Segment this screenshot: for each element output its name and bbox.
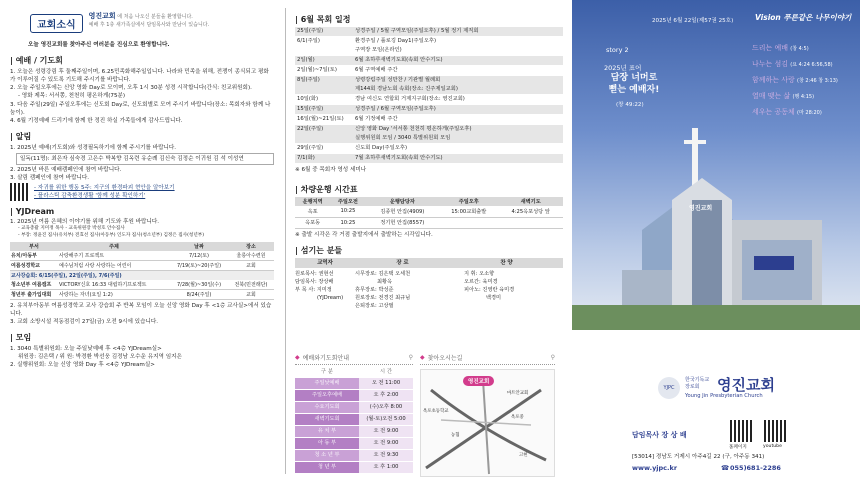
cover-panel [572,0,860,481]
table-row: 유치/아동부 사랑해주기 프로젝트 7/12(토) 울릉아수련원 [10,251,274,261]
search-icon: ⚲ [408,354,413,361]
table-header: 장소 [246,243,256,250]
vehicle-note: ※ 출발 시각은 각 거점 출발지에서 출발하는 시각입니다. [295,231,433,238]
service-name: 수요기도회 [295,402,359,413]
service-time-row [295,402,413,413]
motto-ref: (창 49:22) [616,102,644,108]
table-header: 주일오후 [458,199,479,206]
youtube-label: youtube [763,444,782,449]
intro-header [10,6,274,33]
list-item: 열매 맺는 삶 (행 4:15) [752,92,815,100]
schedule-row [295,66,563,76]
list-item: - 부장: 정윤진 집사(유치부) 전효선 집사(아동부) 인도자 집사(청소년부) 김정은 집사(청년부) [18,233,205,239]
schedule-row [295,144,563,154]
table-row: 여름성경학교 예수님처럼 사랑 사랑하는 어린이 7/19(토)~20(주일) 교회 [10,260,274,270]
worship-section-title: | 예배 / 기도회 [10,56,63,66]
schedule-date: 22일(주일) [297,126,324,132]
schedule-row [295,56,563,66]
list-item: - 플라스틱 감축환경생활 '함께 성분 확인하기' [34,193,146,200]
phone-number[interactable]: 055)681-2286 [730,464,781,472]
list-item: 위원장: 김은택 / 위 원: 박경환 박선웅 김정남 오수운 유지역 임지은 [18,354,182,361]
list-item: 4. 6월 기정예배 드리기에 함께 한 정진 하실 가족들에게 감사드립니다. [10,117,183,124]
qr-code[interactable] [10,183,28,201]
service-time: 오 전 9:30 [359,450,413,461]
list-item: 2. 오늘 주일오후에는 신앙 영화 Day로 모이며, 오후 1시 30분 성경 시작합니다(간식: 친교위원회). [10,85,252,92]
motto: 담장 너머로 뻗는 예배자! [608,73,660,95]
table-row: 청년부 출가입대회 사랑하는 자녀(요일 1:2) 8/24(주일) 교회 [10,289,274,299]
table-header: 새벽기도 [520,199,541,206]
schedule-date: 10일(화) [297,96,319,102]
list-item: 2. 2025년 바른 예배캠페인에 참여 바랍니다. [10,167,122,174]
vehicle-table [295,197,563,229]
map-place: 마트안교회 [507,391,529,396]
schedule-event: 신앙 영화 Day '서서쫑 천천히 평온하게(주일오후) [355,126,472,132]
schedule-event: 신도회 Day(주일오후) [355,145,408,151]
schedule-date: 25일(주일) [297,28,324,34]
story-number: story 2 [606,46,629,54]
service-times-title: ◆ 예배와기도회안내 ⚲ [295,353,413,365]
welcome-text: 에 처음 나오신 분들을 환영합니다. [117,14,193,20]
list-item: 드리는 예배 (창 4:5) [752,44,809,52]
youtube-qr-code[interactable] [764,420,786,442]
map-place: 고현 [519,453,528,458]
map-place: 농협 [451,433,460,438]
service-time: (월-토)오전 5:00 [359,414,413,425]
schedule-date: 6/1(주일) [297,38,320,44]
service-time: 오 전 11:00 [359,378,413,389]
schedule-date: 29일(주일) [297,145,324,151]
service-time: (수)오후 8:00 [359,402,413,413]
schedule-row [295,105,563,115]
list-item: 3. 다음 주일(29일) 주일오후에는 신도회 Day로, 신도회별로 모여 주시기 바랍니다(장소: 목회자와 함께 나눔이). [10,101,271,116]
schedule-date: 7/1(화) [297,155,315,161]
church-english-name: Young Jin Presbyterian Church [685,393,763,399]
column-divider [285,8,286,474]
map-place: 옥포중 [511,415,524,420]
service-name: 유 치 부 [295,426,359,437]
service-time: 오 후 2:00 [359,390,413,401]
list-item: 2. 유치부아동부 여름성경학교 교사 강습회 주 반복 모임이 오늘 신앙 영화 Day 후 <1층 교사실>에서 있습니다. [10,302,272,317]
schedule-event: 제144회 경남노회 속회(장소: 진주제일교회) [355,86,458,92]
list-item: - 영화 제목: 서서쫑, 천천히 평온하게(75분) [18,93,126,100]
june-footnote: ※ 6월 중 목회자 영성 세미나 [295,167,367,173]
church-marker[interactable]: 영진교회 [463,376,494,386]
yjdream-table [10,242,274,300]
service-time-row [295,438,413,449]
schedule-date: 15일(주일) [297,106,324,112]
service-times-header: 구 분 시 간 [320,369,393,375]
list-item: 일독(11명): 최은자 심숙경 고은수 박복향 김옥련 유순례 김신숙 김정순 이귀원 김 석 이성연 [16,153,274,165]
schedule-row [295,95,563,105]
map-panel [420,353,555,477]
teacher-training: 교사강습회: 6/15(주일), 22일(주일), 7/6(주일) [10,270,274,280]
website-link[interactable]: www.yjpc.kr [632,464,678,472]
list-item: 함께하는 사랑 (창 2:46 창 3:13) [752,76,838,84]
homepage-qr-code[interactable] [730,420,752,442]
service-time-row [295,426,413,437]
schedule-date: 2일(월) [297,57,315,63]
service-name: 주일낮예배 [295,378,359,389]
table-header: 날짜 [194,243,204,250]
church-name-small: 영진교회 [88,12,116,20]
schedule-row [295,125,563,144]
schedule-event: 환경주일 / 플로깅 Day1(주일오후) [355,38,437,44]
service-name: 아 동 부 [295,438,359,449]
table-header: 주제 [109,243,119,250]
service-time-row [295,390,413,401]
staff-section-title: | 섬기는 분들 [295,245,343,255]
phone-icon: ☎ [721,464,730,472]
june-section-title: | 6월 목회 일정 [295,15,351,24]
schedule-row [295,154,563,164]
schedule-event: 성령강림주일 성만찬 / 기관별 월례회 [355,77,441,83]
middle-column [287,0,571,481]
list-item: 세우는 공동체 (마 28:20) [752,108,822,116]
table-header: 운행담당자 [389,199,415,206]
church-building-image [572,0,860,330]
list-item: 1. 2025년 예배(기도회)와 성경필독하기에 함께 주시기를 바랍니다. [10,144,177,151]
notice-heading: 교회소식 [30,14,83,33]
schedule-date: 16일(월)~21일(토) [297,116,344,122]
denomination: 한국기독교 장로회 [685,377,710,390]
list-item: 2. 실행위원회: 오늘 신앙 영화 Day 후 <4층 YJDream실> [10,362,155,369]
service-time-row [295,414,413,425]
left-column [0,0,284,481]
schedule-event: 경남 여신도 연합회 거제지구회(장소: 영진교회) [355,96,465,102]
church-title: 영진교회 [717,376,775,394]
service-time-row [295,462,413,473]
church-logo: YJPC [658,377,680,399]
staff-body: 원로목사: 권현선 담임목사: 장상배 부 목 사: 지미정 (YJDream) 시무장로: 김은택 오세천 최황옥 휴무장로: 박성준 원로장로: 전경진 최규님 은퇴장로: 고상필 지 휘: 오소향 오르간: 육미경 피아노: 진영란 육미경 백경미 [295,270,515,309]
building-sign: 영진교회 [689,205,713,212]
june-schedule [295,27,563,164]
list-item: 1. 3040 특별위원회: 오늘 주일낮예배 후 <4층 YJDream실> [10,346,162,353]
service-name: 주일오후예배 [295,390,359,401]
schedule-row [295,115,563,125]
location-icon: ◆ [420,354,425,361]
vision-title: Vision 푸른같은 나무이야기 [755,13,852,22]
map-image[interactable] [420,369,555,477]
schedule-event: 성경주일 / 6월 구역모임(주일오후) [355,106,436,112]
map-place: 옥포초등학교 [423,409,449,414]
schedule-event: 구역장 모임(온라인) [355,47,402,53]
welcome-text-2: 예배 후 1층 새가족실에서 담임목사와 만남이 있습니다. [88,21,210,28]
schedule-row [295,27,563,37]
table-header: 주일오전 [337,199,358,206]
service-time: 오 후 1:00 [359,462,413,473]
list-item: 3. 교회 소방시설 적동점검이 27일(금) 오전 9시에 있습니다. [10,318,159,325]
table-row: 청소년부 여름캠프 VICTORY신호 16:33 대립하기프로젝트 7/28(월)~30일(수) 전북(민전래단) [10,280,274,290]
map-title: ◆ 찾아오시는길 ⚲ [420,353,555,365]
list-item: 1. 오늘은 성령강림 후 둘째주일이며, 6.25민족화해주일입니다. 나라와 민족을 위해, 전쟁이 종식되고 평화가 이루어질 수 있도록 기도해 주시기를 바랍니다. [10,69,269,84]
schedule-event: 6월 초하루새벽기도회(속회 안수기도) [355,57,443,63]
homepage-label: 홈페이지 [729,445,747,450]
service-time-row [295,378,413,389]
list-item: 나누는 섬김 (요 4:24 6:56,58) [752,60,833,68]
schedule-event: 실행위원회 모임 / 3040 특별위원회 모임 [355,135,451,141]
service-time: 오 전 9:00 [359,426,413,437]
schedule-event: 6월 구역예배 주간 [355,67,398,73]
yjdream-section-title: | YJDream [10,207,55,217]
schedule-date: 2일(월)~7일(토) [297,67,337,73]
table-header: 부서 [29,243,39,250]
schedule-row [295,37,563,56]
service-times-panel [295,353,413,474]
service-name: 청 년 부 [295,462,359,473]
list-item: 3. 살림 캠페인에 참여 바랍니다. [10,175,90,182]
list-item: 1. 2025년 여름 은혜의 이야기를 위해 기도와 후원 바랍니다. [10,219,160,226]
motto-label: 2025년 표어 [604,64,642,72]
service-time-row [295,450,413,461]
issue-date: 2025년 6월 22일(제57권 25호) [652,18,734,24]
notice-section-title: | 알림 [10,131,32,141]
schedule-event: 성경주일 / 5월 구역모임(주일오후) / 5월 정기 제직회 [355,28,479,34]
schedule-row [295,76,563,95]
schedule-event: 7월 초하루새벽기도회(속회 안수기도) [355,155,443,161]
heart-icon: ◆ [295,354,300,361]
list-item: - 자귀를 위한 행동 5주: 지구의 환경파괴 현안을 알아보기 [34,185,175,192]
service-name: 청 소 년 부 [295,450,359,461]
table-row: 옥포동 10:25 정기헌 안집(8557) [295,217,563,228]
meeting-section-title: | 모임 [10,333,32,343]
greeting: 오늘 영진교회를 찾아주신 여러분을 진심으로 환영합니다. [28,42,170,48]
table-row: 옥포 10:25 김종헌 안집(4909) 15:00교회출발 4:25옥포성당 앞 [295,206,563,217]
staff-header: 교역자 장 로 찬 양 [295,258,563,268]
pastor-name: 담임목사 장 상 배 [632,431,687,439]
worship-list [10,68,274,125]
vehicle-section-title: | 차량운행 시간표 [295,185,358,195]
service-time: 오 전 9:00 [359,438,413,449]
service-name: 새벽기도회 [295,414,359,425]
list-item: - 교육총괄 지미정 목사 - 교육위원장 박성호 안수집사 [18,226,125,232]
schedule-event: 6월 기정예배 주간 [355,116,398,122]
schedule-date: 8일(주일) [297,77,320,83]
church-address: [53014] 경남도 거제시 아주4길 22 (구, 아주동 341) [632,454,765,460]
search-icon: ⚲ [550,354,555,361]
table-header: 운행지역 [302,199,323,206]
